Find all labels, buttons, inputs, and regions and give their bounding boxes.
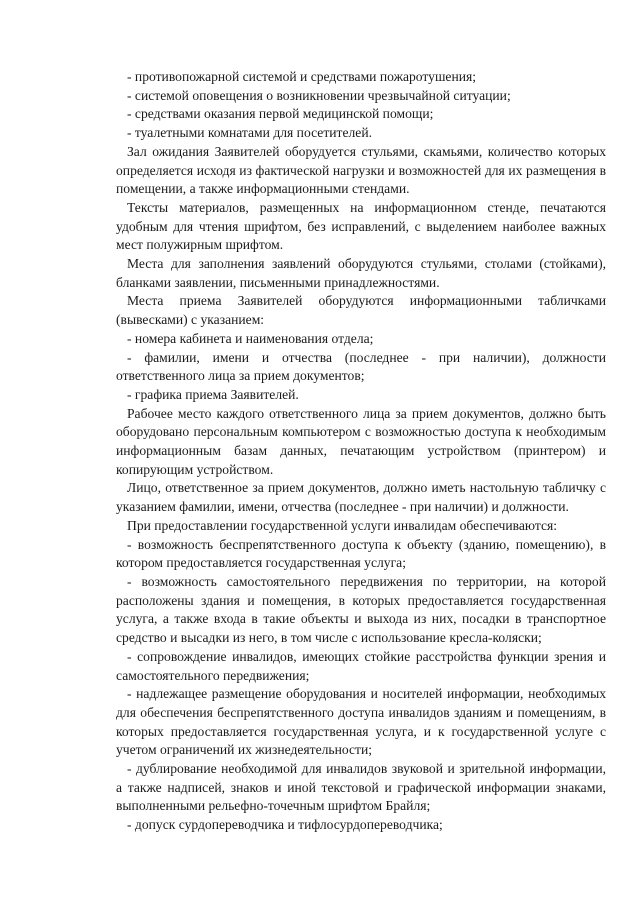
list-item: - туалетными комнатами для посетителей. bbox=[127, 125, 372, 141]
list-item: - графика приема Заявителей. bbox=[127, 386, 299, 402]
list-item: - возможность беспрепятственного доступа к объекту (зданию, помещению), в котором предоставляется государственная услуга; bbox=[116, 536, 606, 571]
document-page bbox=[116, 68, 606, 835]
paragraph: Тексты материалов, размещенных на информационном стенде, печатаются удобным для чтения шрифтом, без исправлений, с выделением наиболее важных мест полужирным шрифтом. bbox=[116, 199, 606, 253]
list-item: - номера кабинета и наименования отдела; bbox=[127, 330, 374, 346]
list-item: - надлежащее размещение оборудования и носителей информации, необходимых для обеспечения беспрепятственного доступа инвалидов зданиям и помещениям, в которых предоставляется государственная услуга, и к государственной услуге с учетом ограничений их жизнедеятельности; bbox=[116, 686, 606, 758]
list-item: - системой оповещения о возникновении чрезвычайной ситуации; bbox=[127, 87, 511, 103]
list-item: - возможность самостоятельного передвижения по территории, на которой расположены здания и помещения, в которых предоставляется государственная услуга, а также входа в такие объекты и выхода из них, посадки в транспортное средство и высадки из него, в том числе с использование кресла-коляски; bbox=[116, 573, 606, 646]
list-item: - средствами оказания первой медицинской помощи; bbox=[127, 106, 434, 122]
paragraph: Места для заполнения заявлений оборудуются стульями, столами (стойками), бланками заявлении, письменными принадлежностями. bbox=[116, 256, 606, 290]
list-item: - дублирование необходимой для инвалидов звуковой и зрительной информации, а также надписей, знаков и иной текстовой и графической информации знаками, выполненными рельефно-точечным шрифтом Брайля; bbox=[116, 761, 606, 814]
list-item: - сопровождение инвалидов, имеющих стойкие расстройства функции зрения и самостоятельного передвижения; bbox=[116, 648, 606, 683]
paragraph: При предоставлении государственной услуги инвалидам обеспечиваются: bbox=[127, 517, 558, 533]
paragraph: Рабочее место каждого ответственного лица за прием документов, должно быть оборудовано персональным компьютером с возможностью доступа к необходимым информационным базам данных, печатающим устройством (принтером) и копирующим устройством. bbox=[116, 405, 606, 477]
paragraph: Зал ожидания Заявителей оборудуется стульями, скамьями, количество которых определяется исходя из фактической нагрузки и возможностей для их размещения в помещении, а также информационными стендами. bbox=[116, 143, 606, 197]
list-item: - фамилии, имени и отчества (последнее - при наличии), должности ответственного лица за прием документов; bbox=[116, 349, 606, 384]
paragraph: Места приема Заявителей оборудуются информационными табличками (вывесками) с указанием: bbox=[116, 293, 606, 328]
paragraph: Лицо, ответственное за прием документов, должно иметь настольную табличку с указанием фамилии, имени, отчества (последнее - при наличии) и должности. bbox=[116, 480, 606, 515]
list-item: - допуск сурдопереводчика и тифлосурдопереводчика; bbox=[127, 817, 443, 833]
list-item: - противопожарной системой и средствами пожаротушения; bbox=[127, 69, 477, 84]
